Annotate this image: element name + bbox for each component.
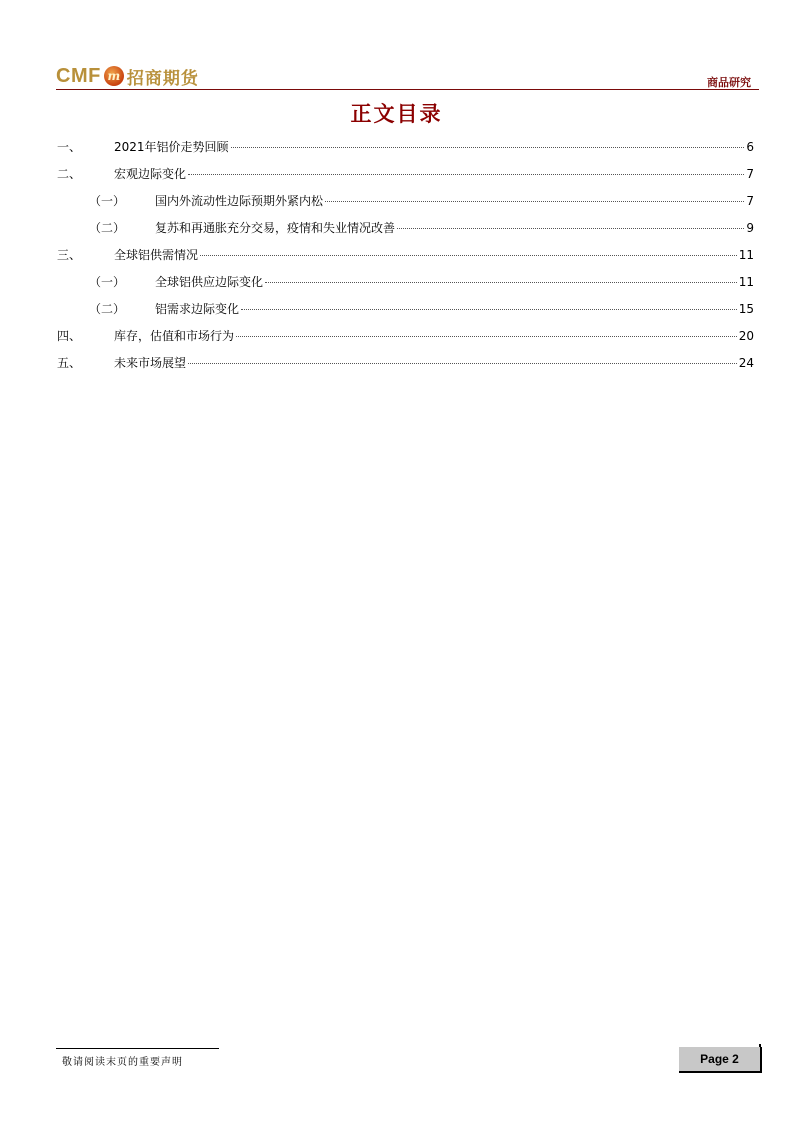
- toc-entry-2-1[interactable]: [89, 192, 754, 212]
- toc-entry-3-2[interactable]: [89, 300, 754, 320]
- toc-entry-label: 库存，估值和市场行为: [114, 329, 235, 343]
- toc-dot-leader: [397, 228, 744, 229]
- logo-emblem-icon: m: [104, 66, 124, 86]
- toc-entry-number: 五、: [57, 356, 82, 370]
- toc-entry-5[interactable]: [57, 354, 754, 374]
- toc-dot-leader: [188, 174, 744, 175]
- toc-entry-3-1[interactable]: [89, 273, 754, 293]
- toc-dot-leader: [241, 309, 737, 310]
- toc-entry-4[interactable]: [57, 327, 754, 347]
- logo-chinese-text: 招商期货: [126, 68, 199, 89]
- toc-entry-label: 复苏和再通胀充分交易，疫情和失业情况改善: [155, 221, 396, 235]
- toc-dot-leader: [325, 201, 744, 202]
- toc-entry-page: 24: [738, 356, 754, 370]
- toc-entry-2[interactable]: [57, 165, 754, 185]
- toc-entry-3[interactable]: [57, 246, 754, 266]
- page-number-badge: Page 2: [679, 1047, 762, 1073]
- toc-entry-number: （二）: [89, 302, 126, 316]
- toc-entry-number: （二）: [89, 221, 126, 235]
- toc-dot-leader: [265, 282, 737, 283]
- header-divider: [56, 89, 759, 90]
- toc-entry-page: 11: [738, 248, 754, 262]
- toc-entry-label: 2021年铝价走势回顾: [114, 140, 229, 154]
- toc-entry-number: （一）: [89, 194, 126, 208]
- footer-disclaimer: 敬请阅读末页的重要声明: [62, 1057, 183, 1068]
- footer-divider: [56, 1048, 219, 1049]
- section-label: 商品研究: [707, 76, 751, 89]
- toc-entry-number: 四、: [57, 329, 82, 343]
- toc-entry-page: 9: [746, 221, 754, 235]
- toc-dot-leader: [188, 363, 737, 364]
- toc-entry-page: 15: [738, 302, 754, 316]
- toc-entry-1[interactable]: [57, 138, 754, 158]
- toc-entry-number: （一）: [89, 275, 126, 289]
- toc-entry-number: 三、: [57, 248, 82, 262]
- toc-entry-label: 全球铝供需情况: [114, 248, 199, 262]
- toc-entry-page: 7: [746, 194, 754, 208]
- toc-entry-label: 国内外流动性边际预期外紧内松: [155, 194, 324, 208]
- toc-entry-label: 全球铝供应边际变化: [155, 275, 264, 289]
- toc-entry-page: 7: [746, 167, 754, 181]
- page-title: 正文目录: [350, 102, 443, 126]
- toc-entry-page: 6: [746, 140, 754, 154]
- page-header: [56, 62, 759, 92]
- toc-entry-page: 11: [738, 275, 754, 289]
- toc-entry-number: 一、: [57, 140, 82, 154]
- toc-entry-label: 铝需求边际变化: [155, 302, 240, 316]
- toc-entry-2-2[interactable]: [89, 219, 754, 239]
- toc-entry-label: 宏观边际变化: [114, 167, 187, 181]
- toc-dot-leader: [231, 147, 745, 148]
- toc-entry-page: 20: [738, 329, 754, 343]
- toc-dot-leader: [236, 336, 737, 337]
- toc-entry-number: 二、: [57, 167, 82, 181]
- toc-entry-label: 未来市场展望: [114, 356, 187, 370]
- toc-dot-leader: [200, 255, 737, 256]
- logo-cmf-text: CMF: [56, 64, 101, 87]
- company-logo: [56, 62, 199, 90]
